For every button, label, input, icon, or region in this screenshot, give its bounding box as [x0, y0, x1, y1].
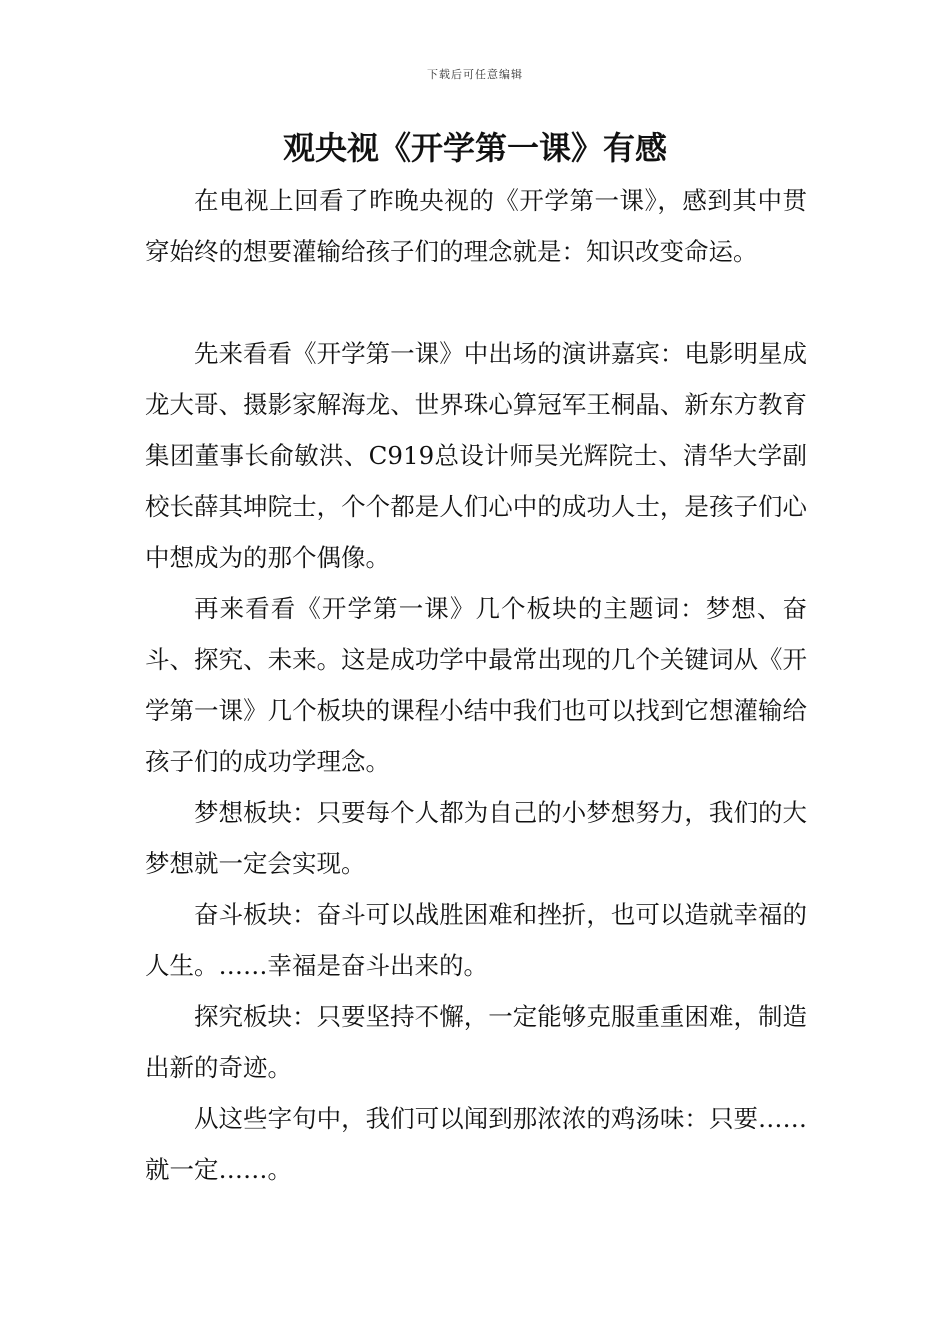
paragraph-dream-section: 梦想板块：只要每个人都为自己的小梦想努力，我们的大梦想就一定会实现。 [145, 798, 807, 878]
document-title: 观央视《开学第一课》有感 [282, 129, 667, 167]
paragraph-themes: 再来看看《开学第一课》几个板块的主题词：梦想、奋斗、探究、未来。这是成功学中最常出现的几个关键词从《开学第一课》几个板块的课程小结中我们也可以找到它想灌输给孩子们的成功学理念。 [145, 594, 807, 776]
paragraph-explore-section: 探究板块：只要坚持不懈，一定能够克服重重困难，制造出新的奇迹。 [145, 1002, 807, 1082]
paragraph-struggle-section: 奋斗板块：奋斗可以战胜困难和挫折，也可以造就幸福的人生。……幸福是奋斗出来的。 [145, 900, 807, 980]
paragraph-guests: 先来看看《开学第一课》中出场的演讲嘉宾：电影明星成龙大哥、摄影家解海龙、世界珠心算冠军王桐晶、新东方教育集团董事长俞敏洪、C919总设计师吴光辉院士、清华大学副校长薛其坤院士，个个都是人们心中的成功人士，是孩子们心中想成为的那个偶像。 [145, 339, 807, 572]
paragraph-conclusion: 从这些字句中，我们可以闻到那浓浓的鸡汤味：只要……就一定……。 [145, 1104, 807, 1184]
header-note: 下载后可任意编辑 [427, 68, 523, 81]
paragraph-intro: 在电视上回看了昨晚央视的《开学第一课》，感到其中贯穿始终的想要灌输给孩子们的理念就是：知识改变命运。 [145, 186, 807, 266]
document-body [145, 175, 807, 1195]
